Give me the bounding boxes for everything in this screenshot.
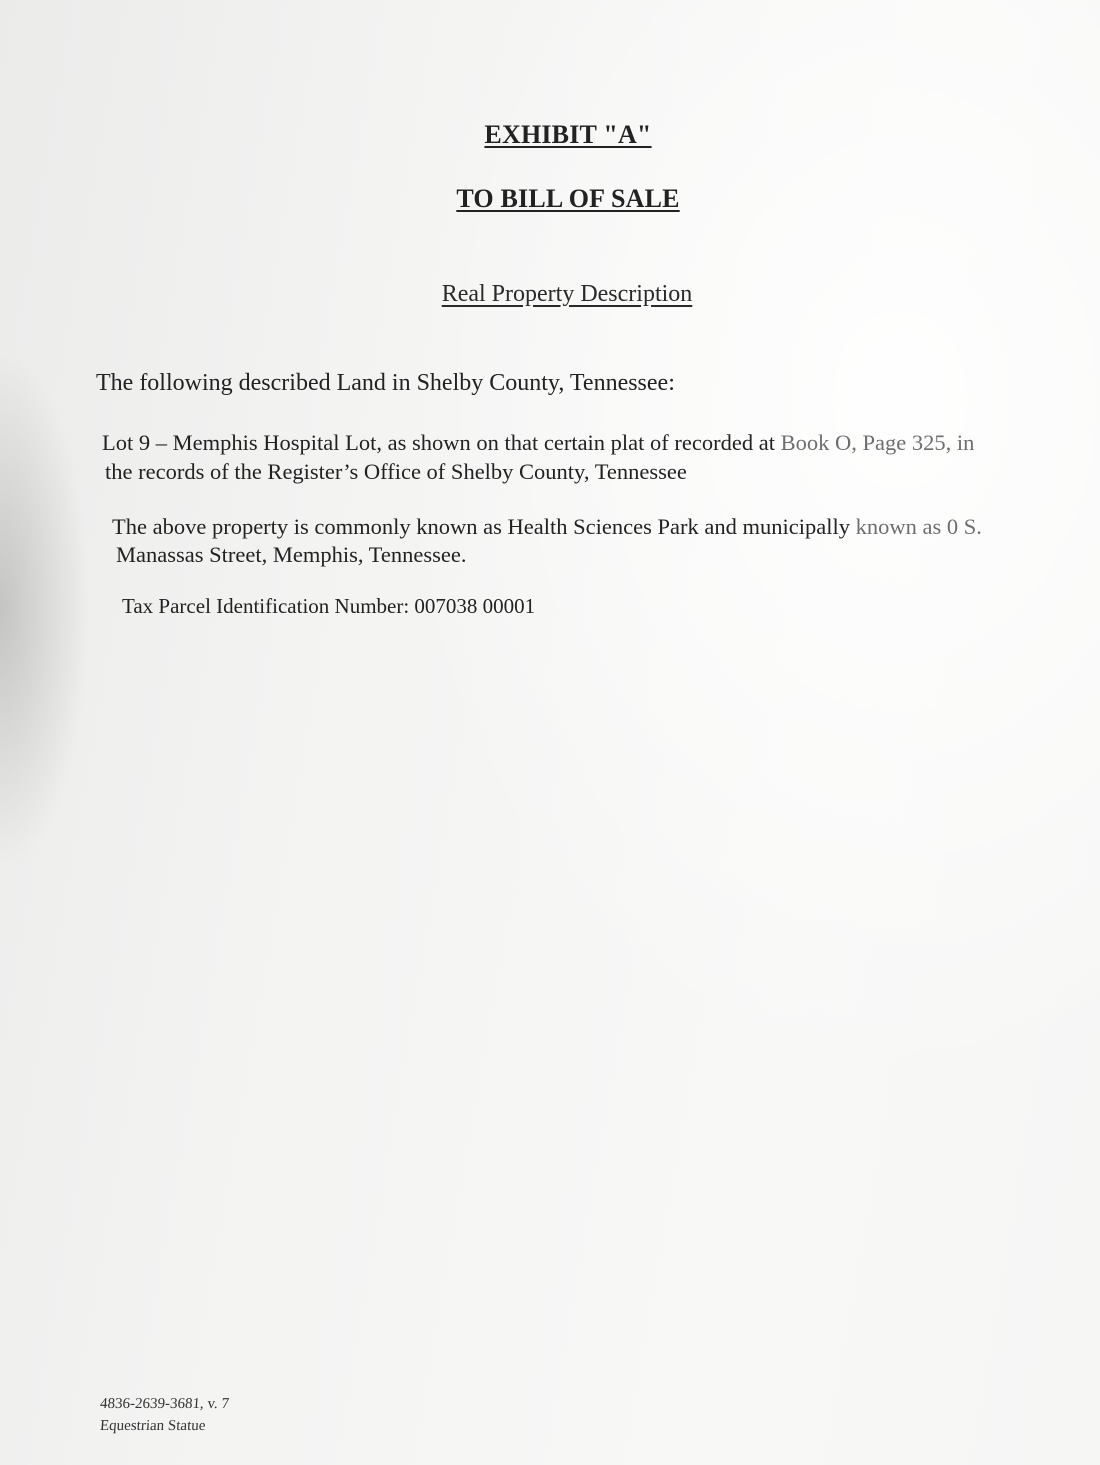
common-name-line-2: Manassas Street, Memphis, Tennessee. (116, 542, 467, 567)
tax-parcel-line (122, 592, 535, 621)
footer-document-id: 4836-2639-3681, v. 7 (99, 1396, 230, 1412)
tax-parcel-number: 007038 00001 (414, 594, 536, 618)
exhibit-title: EXHIBIT "A" (484, 120, 652, 149)
common-name-text: The above property is commonly known as Health Sciences Park and municipally (112, 514, 856, 539)
section-heading: Real Property Description (441, 281, 693, 307)
common-name-line-1 (112, 512, 982, 541)
common-name-address-start: known as 0 S. (855, 514, 982, 539)
legal-description-line-2: the records of the Register’s Office of Shelby County, Tennessee (105, 459, 687, 484)
exhibit-subtitle: TO BILL OF SALE (456, 184, 680, 213)
legal-description-line-1 (102, 428, 974, 457)
footer-label: Equestrian Statue (99, 1418, 206, 1434)
tax-parcel-label: Tax Parcel Identification Number: (122, 594, 415, 618)
legal-description-book-page: Book O, Page 325, in (780, 430, 975, 455)
intro-paragraph: The following described Land in Shelby County, Tennessee: (96, 370, 675, 396)
legal-description-text: Lot 9 – Memphis Hospital Lot, as shown on that certain plat of recorded at (102, 430, 781, 455)
